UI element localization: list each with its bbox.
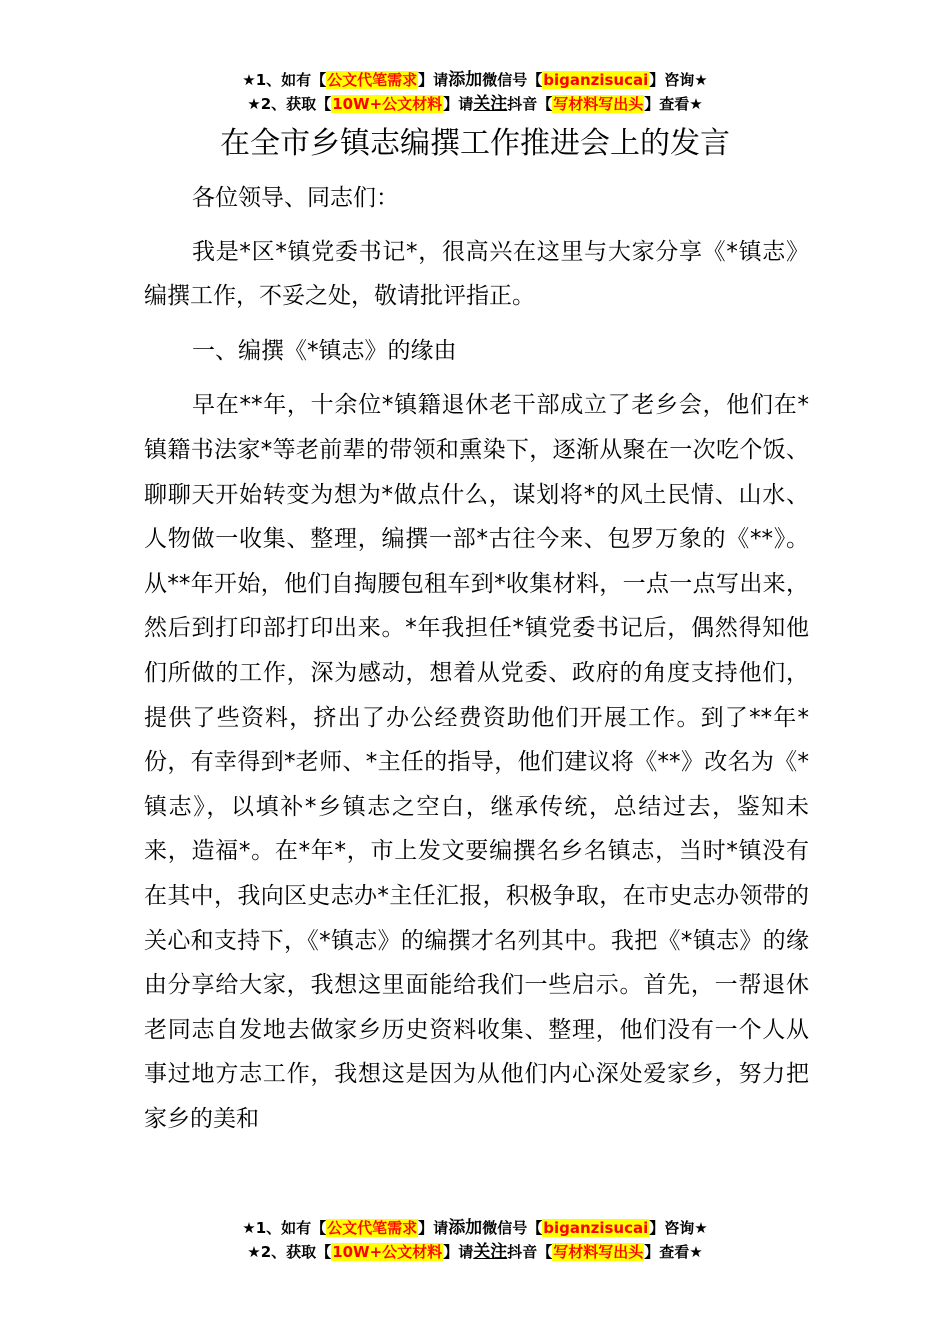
highlight-service: 公文代笔需求: [327, 71, 418, 89]
section-heading: 一、编撰《*镇志》的缘由: [192, 337, 457, 364]
footer-line-1: ★1、如有【公文代笔需求】请添加微信号【biganzisucai】咨询★: [242, 1218, 708, 1238]
document-title: 在全市乡镇志编撰工作推进会上的发言: [220, 126, 730, 161]
highlight-wechat-id: biganzisucai: [543, 71, 649, 89]
footer-line-2: ★2、获取【10W+公文材料】请关注抖音【写材料写出头】查看★: [247, 1242, 703, 1262]
highlight-materials: 10W+公文材料: [332, 95, 443, 113]
document-body: [144, 176, 809, 1141]
body-paragraph: 早在**年，十余位*镇籍退休老干部成立了老乡会，他们在*镇籍书法家*等老前辈的带领和熏染下，逐渐从聚在一次吃个饭、聊聊天开始转变为想为*做点什么，谋划将*的风土民情、山水、人物做一收集、整理，编撰一部*古往今来、包罗万象的《**》。从**年开始，他们自掏腰包租车到*收集材料，一点一点写出来，然后到打印部打印出来。*年我担任*镇党委书记后，偶然得知他们所做的工作，深为感动，想着从党委、政府的角度支持他们，提供了些资料，挤出了办公经费资助他们开展工作。到了**年*份，有幸得到*老师、*主任的指导，他们建议将《**》改名为《*镇志》，以填补*乡镇志之空白，继承传统，总结过去，鉴知未来，造福*。在*年*，市上发文要编撰名乡名镇志，当时*镇没有在其中，我向区史志办*主任汇报，积极争取，在市史志办领带的关心和支持下，《*镇志》的编撰才名列其中。我把《*镇志》的缘由分享给大家，我想这里面能给我们一些启示。首先，一帮退休老同志自发地去做家乡历史资料收集、整理，他们没有一个人从事过地方志工作，我想这是因为从他们内心深处爱家乡，努力把家乡的美和: [144, 392, 809, 1132]
intro-paragraph: 我是*区*镇党委书记*，很高兴在这里与大家分享《*镇志》编撰工作，不妥之处，敬请批评指正。: [144, 238, 809, 310]
salutation: 各位领导、同志们：: [192, 185, 399, 211]
banner-line-2: ★2、获取【10W+公文材料】请关注抖音【写材料写出头】查看★: [247, 94, 703, 114]
highlight-douyin: 写材料写出头: [553, 95, 644, 113]
footer-banner: [0, 1216, 950, 1264]
banner-line-1: ★1、如有【公文代笔需求】请添加微信号【biganzisucai】咨询★: [242, 70, 708, 90]
header-banner: [0, 68, 950, 116]
